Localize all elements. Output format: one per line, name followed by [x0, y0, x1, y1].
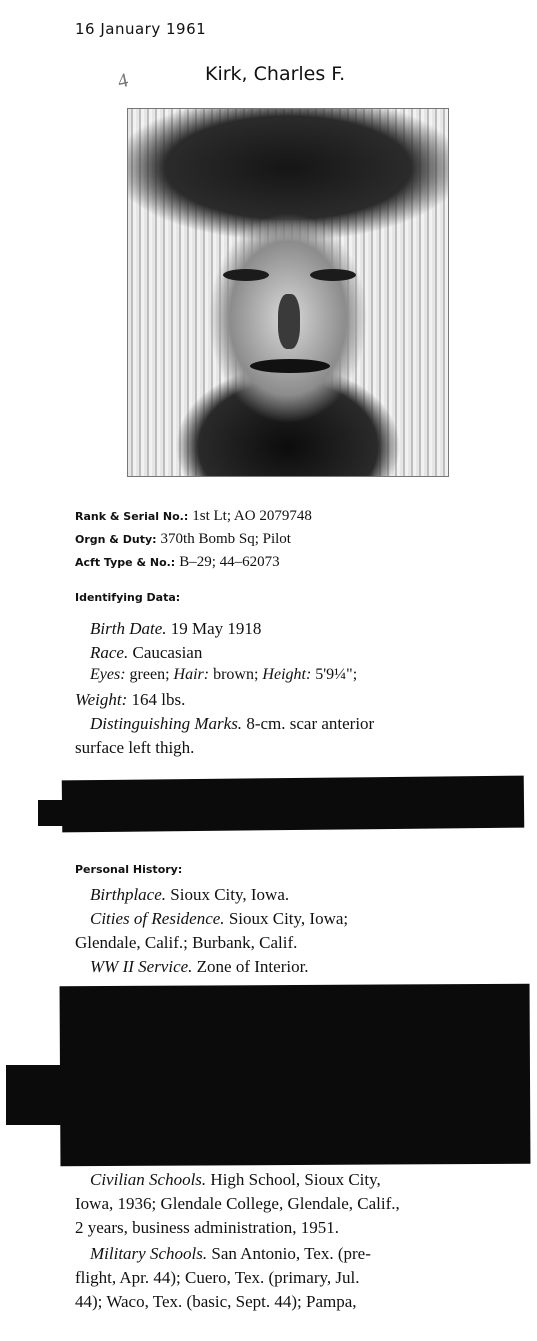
marks-row — [90, 714, 374, 734]
identifying-data-heading: Identifying Data: — [75, 591, 181, 604]
redaction-bar — [60, 984, 531, 1166]
handwritten-mark: 4 — [115, 69, 131, 93]
cities-value-1: Sioux City, Iowa; — [228, 909, 349, 928]
military-schools-value-2: flight, Apr. 44); Cuero, Tex. (primary, Jul. — [75, 1268, 360, 1287]
military-schools-value-3: 44); Waco, Tex. (basic, Sept. 44); Pampa, — [75, 1292, 357, 1311]
marks-value-2: surface left thigh. — [75, 738, 195, 757]
acft-label: Acft Type & No.: — [75, 556, 176, 569]
birth-date-row — [90, 619, 261, 639]
portrait-eye-left — [223, 269, 269, 281]
hair-value: brown; — [213, 666, 259, 683]
portrait-eye-right — [310, 269, 356, 281]
civilian-schools-label: Civilian Schools. — [90, 1170, 207, 1189]
eyes-label: Eyes: — [90, 666, 126, 683]
orgn-label: Orgn & Duty: — [75, 533, 157, 546]
civilian-schools-row — [90, 1170, 381, 1190]
ww2-value: Zone of Interior. — [196, 957, 309, 976]
cities-label: Cities of Residence. — [90, 909, 225, 928]
military-schools-row — [90, 1244, 371, 1264]
civilian-schools-value-3: 2 years, business administration, 1951. — [75, 1218, 339, 1237]
portrait-mouth — [250, 359, 330, 373]
civilian-schools-value-2: Iowa, 1936; Glendale College, Glendale, Calif., — [75, 1194, 400, 1213]
race-label: Race. — [90, 643, 129, 662]
portrait-nose — [278, 294, 300, 349]
height-label: Height: — [262, 666, 312, 683]
orgn-value: 370th Bomb Sq; Pilot — [160, 531, 291, 547]
weight-row — [75, 690, 185, 710]
weight-label: Weight: — [75, 690, 128, 709]
marks-value-1: 8-cm. scar anterior — [246, 714, 375, 733]
height-value: 5'9¼"; — [315, 666, 358, 683]
redaction-bar — [6, 1065, 96, 1125]
ww2-label: WW II Service. — [90, 957, 193, 976]
rank-label: Rank & Serial No.: — [75, 510, 189, 523]
birth-date-value: 19 May 1918 — [170, 619, 262, 638]
weight-value: 164 lbs. — [131, 690, 186, 709]
physical-row — [90, 666, 357, 684]
birthplace-row — [90, 885, 289, 905]
military-schools-value-1: San Antonio, Tex. (pre- — [211, 1244, 371, 1263]
race-row — [90, 643, 202, 663]
acft-value: B–29; 44–62073 — [179, 554, 280, 570]
subject-name: Kirk, Charles F. — [205, 63, 346, 85]
cities-value-2: Glendale, Calif.; Burbank, Calif. — [75, 933, 298, 952]
rank-row — [75, 507, 312, 525]
hair-label: Hair: — [173, 666, 210, 683]
ww2-row — [90, 957, 309, 977]
eyes-value: green; — [129, 666, 170, 683]
document-date: 16 January 1961 — [75, 20, 207, 38]
portrait-photo — [127, 108, 449, 477]
acft-row — [75, 553, 280, 571]
redaction-bar — [62, 776, 525, 833]
orgn-row — [75, 530, 291, 548]
birthplace-value: Sioux City, Iowa. — [170, 885, 290, 904]
personal-history-heading: Personal History: — [75, 863, 183, 876]
military-schools-label: Military Schools. — [90, 1244, 208, 1263]
race-value: Caucasian — [132, 643, 203, 662]
birthplace-label: Birthplace. — [90, 885, 167, 904]
redaction-bar — [38, 800, 108, 826]
rank-value: 1st Lt; AO 2079748 — [192, 508, 312, 524]
civilian-schools-value-1: High School, Sioux City, — [210, 1170, 381, 1189]
cities-row — [90, 909, 348, 929]
marks-label: Distinguishing Marks. — [90, 714, 243, 733]
birth-date-label: Birth Date. — [90, 619, 167, 638]
